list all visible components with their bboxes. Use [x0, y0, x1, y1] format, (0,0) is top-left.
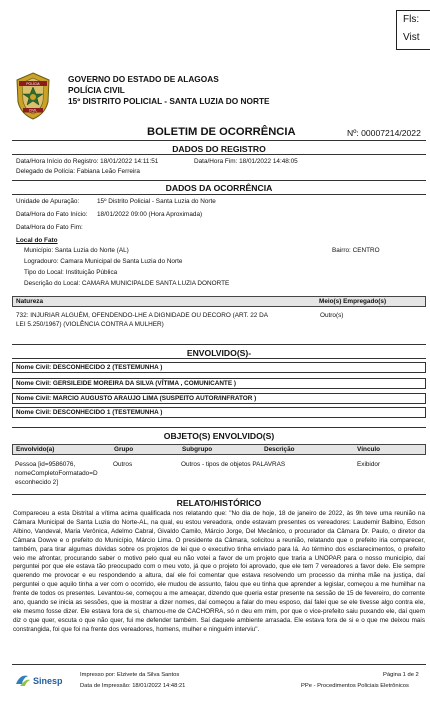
unidade-label: Unidade de Apuração: — [16, 198, 80, 205]
natureza-line-2: LEI 5.250/1967) (VIOLÊNCIA CONTRA A MULHER) — [16, 321, 164, 328]
sinesp-logo — [14, 672, 70, 688]
data-impressao: Data de Impressão: 18/01/2022 14:48:21 — [80, 683, 186, 689]
envolvido-row: Nome Civil: MARCIO AUGUSTO ARAUJO LIMA (SUSPEITO AUTOR/INFRATOR ) — [12, 393, 426, 404]
section-title-relato: RELATO/HISTÓRICO — [176, 498, 262, 508]
folio-stamp — [396, 10, 430, 50]
header-district: 15º DISTRITO POLICIAL - SANTA LUZIA DO NORTE — [68, 96, 270, 106]
header-government: GOVERNO DO ESTADO DE ALAGOAS — [68, 74, 219, 84]
section-title-registro: DADOS DO REGISTRO — [172, 144, 266, 154]
meio-value: Outro(s) — [320, 312, 344, 319]
system-name: PPe - Procedimentos Policiais Eletrônicos — [301, 683, 409, 689]
fato-inicio-label: Data/Hora do Fato Início: — [16, 211, 88, 218]
folio-label: Fls: — [403, 14, 420, 25]
meio-col: Meio(s) Empregado(s) — [319, 298, 387, 305]
police-badge-logo — [15, 72, 51, 120]
natureza-line-1: 732: INJURIAR ALGUÉM, OFENDENDO-LHE A DIGNIDADE OU DECORO (ART. 22 DA — [16, 312, 269, 319]
envolvido-row: Nome Civil: DESCONHECIDO 1 (TESTEMUNHA ) — [12, 407, 426, 418]
col-grupo: Grupo — [114, 446, 134, 453]
header-police: POLÍCIA CIVIL — [68, 85, 125, 95]
divider — [12, 154, 426, 155]
divider — [12, 358, 426, 359]
bairro: Bairro: CENTRO — [332, 247, 380, 254]
col-envolvido: Envolvido(a) — [16, 446, 55, 453]
objeto-envolvido-line-3: esconhecido 2] — [15, 479, 58, 486]
document-header — [12, 70, 412, 122]
objeto-grupo: Outros — [113, 461, 133, 468]
objeto-vinculo: Exibidor — [357, 461, 381, 468]
natureza-header — [12, 296, 426, 307]
divider — [12, 140, 426, 141]
section-title-objetos: OBJETO(S) ENVOLVIDO(S) — [163, 431, 275, 441]
envolvido-row: Nome Civil: DESCONHECIDO 2 (TESTEMUNHA ) — [12, 362, 426, 373]
visto-label: Vist — [403, 32, 420, 43]
relato-text: Compareceu a esta Distrital a vítima acima qualificada nos relatando que: "No dia de hoje, 18 de janeiro de 2022, às 9h teve uma reunião na Câmara Municipal de Santa Luzia do Norte-AL, na qual, eu estou vereadora, onde estavam presentes os vereadores: Laudemir Balbino, Edson Albino, Vandeval, Maria Verônica, Adelmo Cabral, Givaldo Camilo, Márcio Jorge, Del Mecânico, o procurador da Câmara Dr. Paulo, o diretor da Câmara Dowve e o prefeito do Município, Márcio Lima. O presidente da Câmara, solicitou a reunião, relatando que o prefeito iria comparecer, também, para tirar algumas dúvidas sobre os projetos de lei que o executivo tinha enviado para lá. Ao término dos esclarecimentos, o prefeito veio me afrontar, procurando saber o motivo pelo qual eu não votei a favor de um projeto que traria a UNOPAR para o nosso município, daí perguntei por que ele estava tão preocupado com o meu voto, já que o projeto foi aprovado, que ele tem 7 vereadores a favor dele. Ele sempre querendo me provocar e eu respondendo a altura, daí ele foi comentar que estava resolvendo um processo da minha mãe na justiça, daí perguntei o que aquilo tinha a ver com o ocorrido, ele mudou de assunto, falou que eu tinha que aprender a legislar, começou a me humilhar na frente de todos os presentes. Levantou-se, começou a me ameaçar, dizendo que queria estar presente na sessão de 15 de fevereiro, do corrente ano, quando se inicia as sessões, que ia mostrar a dizer nomes, daí começou a falar do meu esposo, daí falei que se ele tivesse algo contra ele, ele mesmo fosse dizer. Ele estava fora de si, chamou-me de CACHORRA, só n deu em mim, por que o vice-prefeito saiu puxando ele, daí quem diz o que quer, escuta o que não quer, fui me defender também. Saí daquele ambiente arrasada. Ele estava fora de si e o que me deixou mais constrangida, foi que foi na frente dos vereadores, homens, mulher e ninguém interviu". — [13, 510, 425, 633]
natureza-col: Natureza — [16, 298, 43, 305]
logradouro: Logradouro: Camara Municipal de Santa Luzia do Norte — [24, 258, 183, 265]
divider — [12, 494, 426, 495]
divider — [12, 427, 426, 428]
col-descricao: Descrição — [264, 446, 295, 453]
objetos-header — [12, 444, 426, 455]
page-number: Página 1 de 2 — [383, 672, 419, 678]
fato-fim-label: Data/Hora do Fato Fim: — [16, 224, 83, 231]
col-vinculo: Vínculo — [357, 446, 381, 453]
envolvido-row: Nome Civil: GERSILEIDE MOREIRA DA SILVA (VÍTIMA , COMUNICANTE ) — [12, 378, 426, 389]
registro-delegado: Delegado de Polícia: Fabiana Leão Ferreira — [16, 168, 140, 175]
divider — [12, 194, 426, 195]
unidade-value: 15º Distrito Policial - Santa Luzia do Norte — [97, 198, 216, 205]
divider — [12, 344, 426, 345]
sinesp-logo-text: Sinesp — [33, 676, 63, 686]
municipio: Município: Santa Luzia do Norte (AL) — [24, 247, 129, 254]
divider — [12, 180, 426, 181]
tipo-local: Tipo do Local: Instituição Pública — [24, 269, 118, 276]
col-subgrupo: Subgrupo — [182, 446, 213, 453]
section-title-envolvidos: ENVOLVIDO(S)- — [186, 348, 252, 358]
registro-fim: Data/Hora Fim: 18/01/2022 14:48:05 — [194, 158, 298, 165]
registro-inicio: Data/Hora Início do Registro: 18/01/2022 14:11:51 — [16, 158, 159, 165]
local-fato-heading: Local do Fato — [16, 237, 58, 244]
objeto-subgrupo: Outros - tipos de objetos PALAVRAS — [181, 461, 286, 468]
objeto-envolvido-line-1: Pessoa [id=9586076, — [15, 461, 76, 468]
document-title: BOLETIM DE OCORRÊNCIA — [147, 126, 296, 138]
badge-top-text: POLÍCIA — [26, 82, 40, 86]
badge-bottom-text: CIVIL — [28, 108, 38, 113]
section-title-ocorrencia: DADOS DA OCORRÊNCIA — [165, 183, 273, 193]
descricao-local: Descrição do Local: CAMARA MUNICIPALDE SANTA LUZIA DONORTE — [24, 280, 230, 287]
fato-inicio-value: 18/01/2022 09:00 (Hora Aproximada) — [97, 211, 203, 218]
header-text — [68, 74, 270, 107]
impresso-por: Impresso por: Elzivete da Silva Santos — [80, 672, 180, 678]
document-number: Nº: 00007214/2022 — [347, 128, 421, 138]
footer-divider — [12, 664, 426, 665]
objeto-envolvido-line-2: nomeCompletoFormatado=D — [15, 470, 98, 477]
